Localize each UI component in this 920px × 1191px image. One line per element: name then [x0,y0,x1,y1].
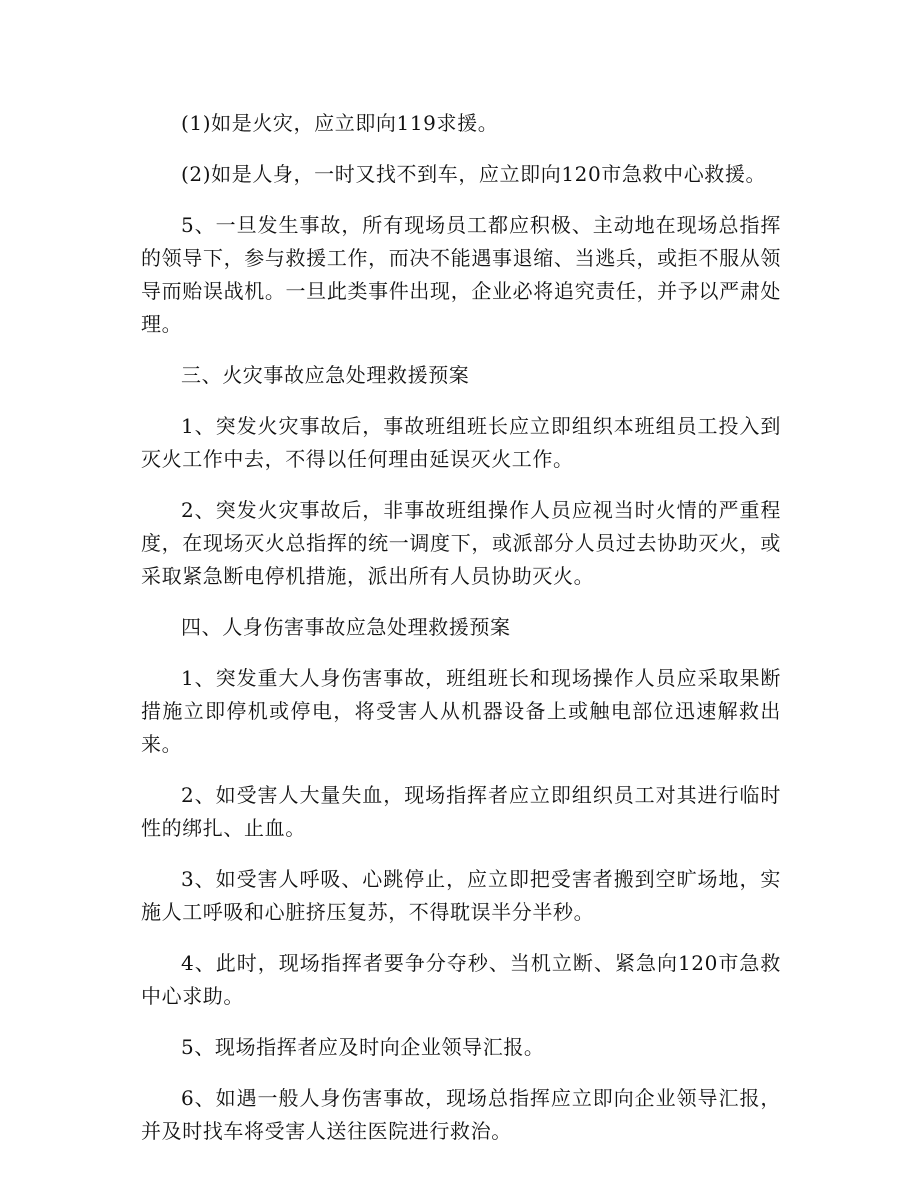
paragraph-injury-item-6: 6、如遇一般人身伤害事故，现场总指挥应立即向企业领导汇报，并及时找车将受害人送往医院进行救治。 [141,1086,781,1143]
paragraph-injury-item-2: 2、如受害人大量失血，现场指挥者应立即组织员工对其进行临时性的绑扎、止血。 [141,783,781,840]
document-body [141,107,781,1166]
paragraph-fire-item-2: 2、突发火灾事故后，非事故班组操作人员应视当时火情的严重程度，在现场灭火总指挥的统一调度下，或派部分人员过去协助灭火，或采取紧急断电停机措施，派出所有人员协助灭火。 [141,498,781,588]
paragraph-injury-item-4: 4、此时，现场指挥者要争分夺秒、当机立断、紧急向120市急救中心求助。 [141,951,781,1008]
paragraph-injury-rescue-120: (2)如是人身，一时又找不到车，应立即向120市急救中心救援。 [181,162,767,186]
paragraph-injury-item-1: 1、突发重大人身伤害事故，班组班长和现场操作人员应采取果断措施立即停机或停电，将受害人从机器设备上或触电部位迅速解救出来。 [141,666,781,756]
paragraph-fire-rescue-119: (1)如是火灾，应立即向119求援。 [181,111,499,135]
paragraph-injury-item-3: 3、如受害人呼吸、心跳停止，应立即把受害者搬到空旷场地，实施人工呼吸和心脏挤压复苏，不得耽误半分半秒。 [141,867,781,924]
section-heading-injury-plan: 四、人身伤害事故应急处理救援预案 [181,615,511,639]
paragraph-staff-responsibility: 5、一旦发生事故，所有现场员工都应积极、主动地在现场总指挥的领导下，参与救援工作，而决不能遇事退缩、当逃兵，或拒不服从领导而贻误战机。一旦此类事件出现，企业必将追究责任，并予以严肃处理。 [141,213,781,336]
section-heading-fire-plan: 三、火灾事故应急处理救援预案 [181,363,470,387]
paragraph-injury-item-5: 5、现场指挥者应及时向企业领导汇报。 [181,1035,545,1059]
paragraph-fire-item-1: 1、突发火灾事故后，事故班组班长应立即组织本班组员工投入到灭火工作中去，不得以任何理由延误灭火工作。 [141,414,781,471]
